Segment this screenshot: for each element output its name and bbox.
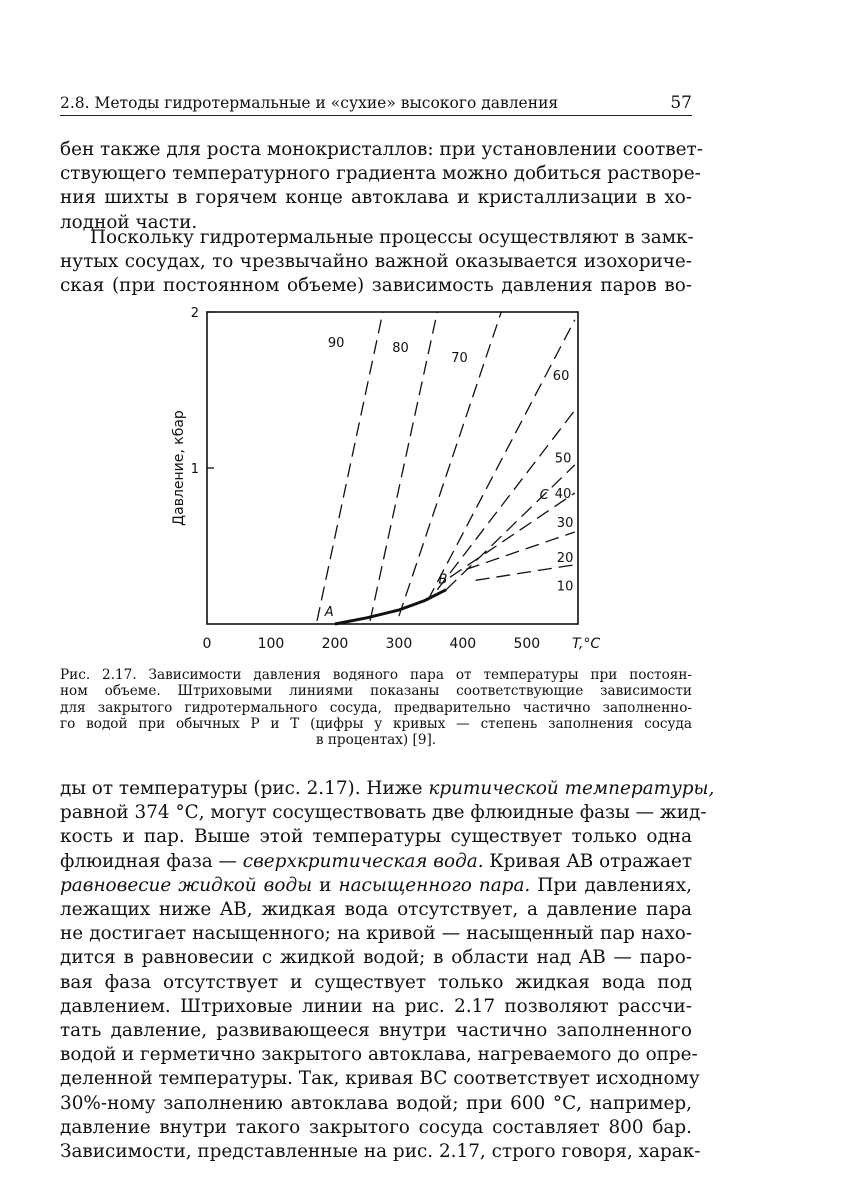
text-line: давление внутри такого закрытого сосуда составляет 800 бар. <box>60 1116 692 1138</box>
isochore-line <box>370 312 437 621</box>
chart-labels <box>171 336 600 652</box>
isochore-label: 90 <box>327 336 345 351</box>
text-span: Кривая AB отражает <box>483 850 693 872</box>
text-span: ды от температуры (рис. 2.17). Ниже <box>60 778 429 799</box>
text-line: давлением. Штриховые линии на рис. 2.17 позволяют рассчи- <box>60 995 692 1017</box>
text-line: 30%-ному заполнению автоклава водой; при 600 °С, например, <box>60 1092 692 1114</box>
isochore-line <box>428 320 575 601</box>
isochore-label: 60 <box>552 368 570 384</box>
plot-frame <box>207 312 578 624</box>
isochore-line <box>476 565 575 581</box>
text-line: ствующего температурного градиента можно добиться растворе- <box>60 163 701 185</box>
text-line: дится в равновесии с жидкой водой; в области над AB — паро- <box>60 947 692 969</box>
paragraph-1 <box>60 138 703 235</box>
x-tick-label: 0 <box>202 636 212 652</box>
text-line: деленной температуры. Так, кривая BC соответствует исходному <box>60 1068 700 1090</box>
caption-line: в процентах) [9]. <box>315 732 437 749</box>
text-line: Зависимости, представленные на рис. 2.17, строго говоря, харак- <box>60 1141 701 1163</box>
isochore-line <box>399 312 501 616</box>
running-header <box>60 93 692 116</box>
isochore-label: 50 <box>554 451 572 467</box>
isochore-line <box>446 465 575 590</box>
saturation-curve-AB <box>335 590 446 624</box>
term-supercritical-water: сверхкритическая вода. <box>242 850 484 872</box>
text-line: лежащих ниже AB, жидкая вода отсутствует, а давление пара <box>60 899 692 921</box>
text-line: равной 374 °С, могут сосуществовать две флюидные фазы — жид- <box>60 802 707 824</box>
caption-line: Рис. 2.17. Зависимости давления водяного пара от температуры при постоян- <box>60 667 692 683</box>
text-line: бен также для роста монокристаллов: при установлении соответ- <box>60 139 703 160</box>
text-line: не достигает насыщенного; на кривой — насыщенный пар нахо- <box>60 923 692 945</box>
point-label-A: A <box>324 605 334 621</box>
isochore-label: 10 <box>556 579 574 595</box>
isochore-label: 80 <box>392 341 409 356</box>
isochore-line <box>317 312 383 621</box>
x-tick-label: 200 <box>321 636 349 652</box>
y-axis-label: Давление, кбар <box>171 410 187 526</box>
text-span: При давлениях, <box>530 874 693 896</box>
x-tick-label: 100 <box>257 636 285 652</box>
x-axis-label: T,°C <box>572 636 601 652</box>
text-line: ния шихты в горячем конце автоклава и кристаллизации в хо- <box>60 187 692 209</box>
y-tick-label: 1 <box>190 462 199 477</box>
isochore-label: 20 <box>556 550 574 566</box>
isochore-label: 40 <box>554 486 572 502</box>
chart-ticks <box>191 306 540 652</box>
page-number: 57 <box>670 93 692 113</box>
term-saturated-vapor: насыщенного пара. <box>338 874 531 896</box>
x-tick-label: 300 <box>385 636 413 652</box>
y-tick-label: 2 <box>190 306 199 321</box>
x-tick-label: 400 <box>449 636 477 652</box>
text-line: тать давление, развивающееся внутри частично заполненного <box>60 1020 692 1042</box>
point-label-B: B <box>438 572 448 588</box>
text-line: ская (при постоянном объеме) зависимость давления паров во- <box>60 275 692 297</box>
figure-2-17-chart <box>160 296 620 656</box>
caption-line: ном объеме. Штриховыми линиями показаны соответствующие зависимости <box>60 683 692 700</box>
text-span: и <box>312 874 339 896</box>
term-critical-temperature: критической температуры, <box>428 778 715 799</box>
text-line: кость и пар. Выше этой температуры существует только одна <box>60 826 692 848</box>
text-line: лодной части. <box>60 211 198 233</box>
text-line: Поскольку гидротермальные процессы осуществляют в замк- <box>90 227 694 248</box>
text-line: водой и герметично закрытого автоклава, нагреваемого до опре- <box>60 1044 698 1066</box>
text-line: вая фаза отсутствует и существует только жидкая вода под <box>60 971 692 993</box>
text-line <box>60 874 692 898</box>
section-title: 2.8. Методы гидротермальные и «сухие» высокого давления <box>60 94 559 112</box>
x-tick-label: 500 <box>513 636 541 652</box>
isochore-label: 30 <box>556 515 574 531</box>
text-span: флюидная фаза — <box>60 850 243 872</box>
caption-line: для закрытого гидротермального сосуда, предварительно частично заполненно- <box>60 699 692 716</box>
chart-axes <box>207 312 578 624</box>
isochore-label: 70 <box>451 351 468 366</box>
text-line <box>60 850 692 874</box>
paragraph-3 <box>60 777 715 1164</box>
paragraph-2 <box>60 226 692 299</box>
figure-caption <box>60 667 692 748</box>
text-line <box>60 777 715 801</box>
point-label-C: C <box>539 488 549 504</box>
text-line: нутых сосудах, то чрезвычайно важной оказывается изохориче- <box>60 251 692 273</box>
caption-line: го водой при обычных P и T (цифры у кривых — степень заполнения сосуда <box>60 715 692 732</box>
term-liquid-equilibrium: равновесие жидкой воды <box>60 874 313 896</box>
